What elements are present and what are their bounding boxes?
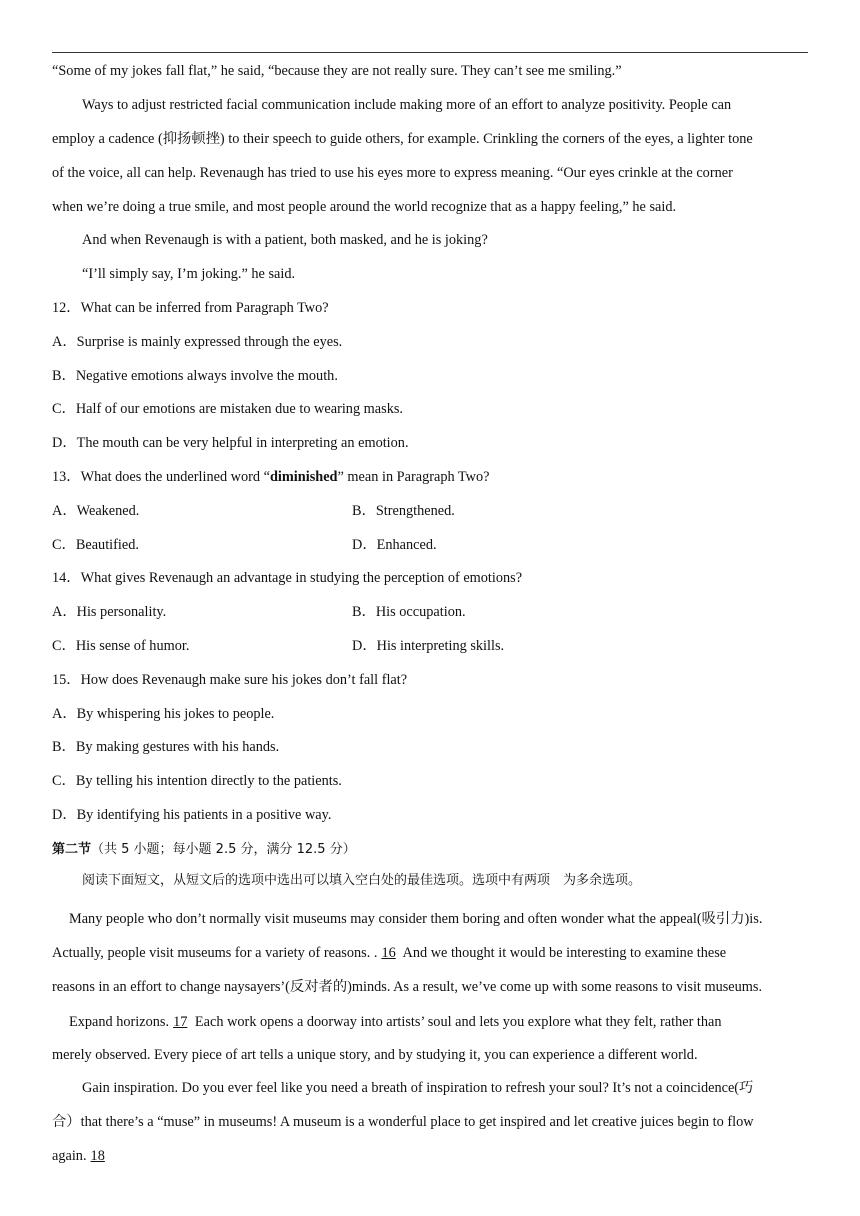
blank-17: 17 xyxy=(173,1014,188,1030)
section-heading xyxy=(52,840,356,859)
question-15-stem: 15．How does Revenaugh make sure his jokes don’t fall flat? xyxy=(52,672,408,688)
question-14-option-a: A．His personality. xyxy=(52,604,167,620)
cloze-line: merely observed. Every piece of art tells a unique story, and by studying it, you can experience a different world. xyxy=(52,1047,698,1063)
cloze-text: again. xyxy=(52,1148,87,1164)
section-title: 第二节 xyxy=(52,842,92,857)
question-12-stem: 12．What can be inferred from Paragraph Two? xyxy=(52,300,329,316)
passage-line: when we’re doing a true smile, and most people around the world recognize that as a happy feeling,” he said. xyxy=(52,199,677,215)
header-rule xyxy=(52,52,808,53)
blank-18: 18 xyxy=(90,1148,105,1164)
cloze-text: And we thought it would be interesting to examine these xyxy=(399,945,727,961)
question-12-option-c: C．Half of our emotions are mistaken due to wearing masks. xyxy=(52,401,403,417)
question-15-option-c: C．By telling his intention directly to the patients. xyxy=(52,773,342,789)
section-instruction: 阅读下面短文，从短文后的选项中选出可以填入空白处的最佳选项。选项中有两项 为多余选项。 xyxy=(82,873,642,888)
question-15-option-b: B．By making gestures with his hands. xyxy=(52,739,280,755)
cloze-line xyxy=(52,1147,109,1165)
question-15-option-a: A．By whispering his jokes to people. xyxy=(52,706,275,722)
cloze-line: Gain inspiration. Do you ever feel like you need a breath of inspiration to refresh your soul? It’s not a coincidence(巧 xyxy=(82,1080,754,1096)
passage-line: of the voice, all can help. Revenaugh has tried to use his eyes more to express meaning. “Our eyes crinkle at the corner xyxy=(52,165,733,181)
passage-line: employ a cadence (抑扬顿挫) to their speech to guide others, for example. Crinkling the corners of the eyes, a lighter tone xyxy=(52,131,753,147)
question-13-option-d: D．Enhanced. xyxy=(352,537,437,553)
passage-line: “Some of my jokes fall flat,” he said, “because they are not really sure. They can’t see me smiling.” xyxy=(52,63,622,79)
passage-line: Ways to adjust restricted facial communication include making more of an effort to analyze positivity. People can xyxy=(82,97,732,113)
cloze-text: Each work opens a doorway into artists’ soul and lets you explore what they felt, rather than xyxy=(191,1014,722,1030)
cloze-line xyxy=(52,944,726,962)
question-13-option-a: A．Weakened. xyxy=(52,503,140,519)
cloze-text: Actually, people visit museums for a variety of reasons. . xyxy=(52,945,378,961)
question-12-option-b: B．Negative emotions always involve the mouth. xyxy=(52,368,338,384)
question-14-stem: 14．What gives Revenaugh an advantage in studying the perception of emotions? xyxy=(52,570,523,586)
question-12-option-d: D．The mouth can be very helpful in interpreting an emotion. xyxy=(52,435,409,451)
question-13-option-c: C．Beautified. xyxy=(52,537,139,553)
blank-16: 16 xyxy=(381,945,396,961)
section-info: （共 5 小题；每小题 2.5 分，满分 12.5 分） xyxy=(91,842,356,857)
question-13-keyword: diminished xyxy=(269,469,338,485)
question-15-option-d: D．By identifying his patients in a positive way. xyxy=(52,807,332,823)
passage-line: “I’ll simply say, I’m joking.” he said. xyxy=(82,266,296,282)
cloze-line xyxy=(69,1013,722,1031)
question-14-option-b: B．His occupation. xyxy=(352,604,466,620)
cloze-line: 合）that there’s a “muse” in museums! A museum is a wonderful place to get inspired and let creative juices begin to flow xyxy=(52,1114,754,1130)
passage-line: And when Revenaugh is with a patient, both masked, and he is joking? xyxy=(82,232,488,248)
cloze-line: reasons in an effort to change naysayers’(反对者的)minds. As a result, we’ve come up with some reasons to visit museums. xyxy=(52,979,763,995)
cloze-line: Many people who don’t normally visit museums may consider them boring and often wonder what the appeal(吸引力)is. xyxy=(69,911,763,927)
question-14-option-d: D．His interpreting skills. xyxy=(352,638,505,654)
question-13-stem-post: ” mean in Paragraph Two? xyxy=(337,469,490,485)
question-13-stem-pre: 13．What does the underlined word “ xyxy=(52,469,270,485)
question-14-option-c: C．His sense of humor. xyxy=(52,638,190,654)
question-13-stem xyxy=(52,468,490,486)
cloze-text: Expand horizons. xyxy=(69,1014,170,1030)
question-13-option-b: B．Strengthened. xyxy=(352,503,455,519)
question-12-option-a: A．Surprise is mainly expressed through the eyes. xyxy=(52,334,343,350)
